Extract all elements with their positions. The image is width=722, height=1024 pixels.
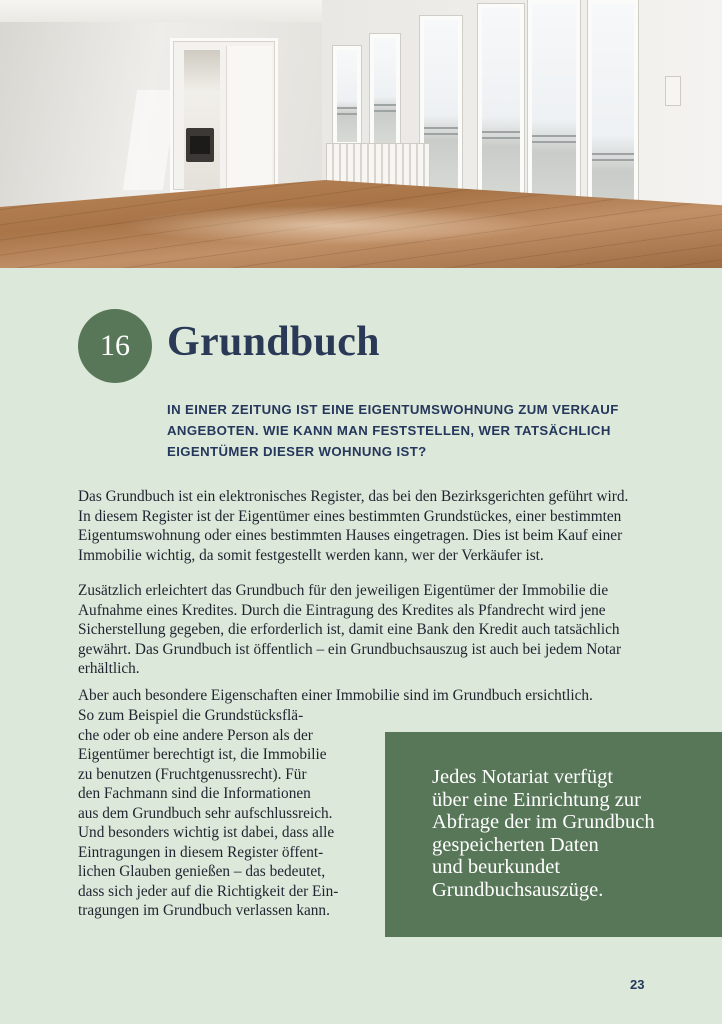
paragraph-line: In diesem Register ist der Eigentümer eines bestimmten Grundstückes, einer bestimmten — [78, 507, 622, 525]
highlight-line: Jedes Notariat verfügt — [432, 766, 614, 788]
paragraph-line: Aber auch besondere Eigenschaften einer Immobilie sind im Grundbuch ersichtlich. — [78, 687, 593, 704]
photo-oven — [186, 128, 214, 162]
section-number-badge — [78, 309, 152, 383]
paragraph-3-lead — [78, 686, 658, 706]
paragraph-line: tragungen im Grundbuch verlassen kann. — [78, 902, 330, 919]
highlight-line: Grundbuchsauszüge. — [432, 878, 604, 901]
highlight-line: über eine Einrichtung zur — [432, 788, 641, 811]
photo-window — [333, 46, 361, 146]
paragraph-line: aus dem Grundbuch sehr aufschlussreich. — [78, 804, 333, 822]
paragraph-line: Zusätzlich erleichtert das Grundbuch für den jeweiligen Eigentümer der Immobilie die — [78, 582, 609, 599]
paragraph-line: Eigentumswohnung oder eines bestimmten Hauses eingetragen. Dies ist beim Kauf einer — [78, 527, 623, 544]
page-title: Grundbuch — [167, 319, 380, 365]
paragraph-line: che oder ob eine andere Person als der — [78, 726, 313, 744]
page-number: 23 — [630, 977, 645, 992]
apartment-photo — [0, 0, 722, 268]
paragraph-line: Das Grundbuch ist ein elektronisches Register, das bei den Bezirksgerichten geführt wird. — [78, 488, 629, 505]
paragraph-2 — [78, 581, 658, 679]
photo-kitchen — [184, 50, 220, 190]
photo-door-panel — [226, 46, 272, 191]
paragraph-line: erhältlich. — [78, 660, 140, 677]
highlight-line: gespeicherten Daten — [432, 833, 599, 856]
highlight-line: und beurkundet — [432, 856, 561, 878]
paragraph-3-body — [78, 706, 378, 921]
question-block — [167, 399, 637, 462]
paragraph-line: Und besonders wichtig ist dabei, dass alle — [78, 824, 335, 841]
photo-floor-reflection — [120, 205, 540, 245]
paragraph-line: Eintragungen in diesem Register öffent- — [78, 843, 324, 861]
photo-light-switch — [665, 76, 681, 106]
paragraph-line: So zum Beispiel die Grundstücksflä- — [78, 707, 304, 724]
question-line: IN EINER ZEITUNG IST EINE EIGENTUMSWOHNUNG ZUM VERKAUF — [167, 402, 619, 417]
question-line: ANGEBOTEN. WIE KANN MAN FESTSTELLEN, WER TATSÄCHLICH — [167, 423, 611, 438]
paragraph-line: zu benutzen (Fruchtgenussrecht). Für — [78, 765, 307, 783]
photo-balcony-door — [528, 0, 580, 220]
paragraph-line: Sicherstellung gegeben, die erforderlich ist, damit eine Bank den Kredit auch tatsächlich — [78, 621, 620, 638]
section-number: 16 — [100, 329, 130, 362]
paragraph-line: Eigentümer berechtigt ist, die Immobilie — [78, 746, 327, 763]
paragraph-line: dass sich jeder auf die Richtigkeit der Ein- — [78, 882, 339, 900]
paragraph-line: Immobilie wichtig, da somit festgestellt werden kann, wer der Verkäufer ist. — [78, 546, 544, 564]
paragraph-line: Aufnahme eines Kredites. Durch die Eintragung des Kredites als Pfandrecht wird jene — [78, 601, 606, 619]
paragraph-line: lichen Glauben genießen – das bedeutet, — [78, 863, 326, 880]
paragraph-line: gewährt. Das Grundbuch ist öffentlich – ein Grundbuchsauszug ist auch bei jedem Notar — [78, 640, 622, 658]
photo-balcony-door — [478, 4, 524, 210]
highlight-line: Abfrage der im Grundbuch — [432, 811, 655, 833]
highlight-box — [385, 732, 722, 937]
paragraph-1 — [78, 487, 658, 565]
photo-window — [370, 34, 400, 148]
paragraph-line: den Fachmann sind die Informationen — [78, 785, 311, 802]
question-line: EIGENTÜMER DIESER WOHNUNG IST? — [167, 444, 427, 459]
highlight-text — [432, 766, 717, 901]
